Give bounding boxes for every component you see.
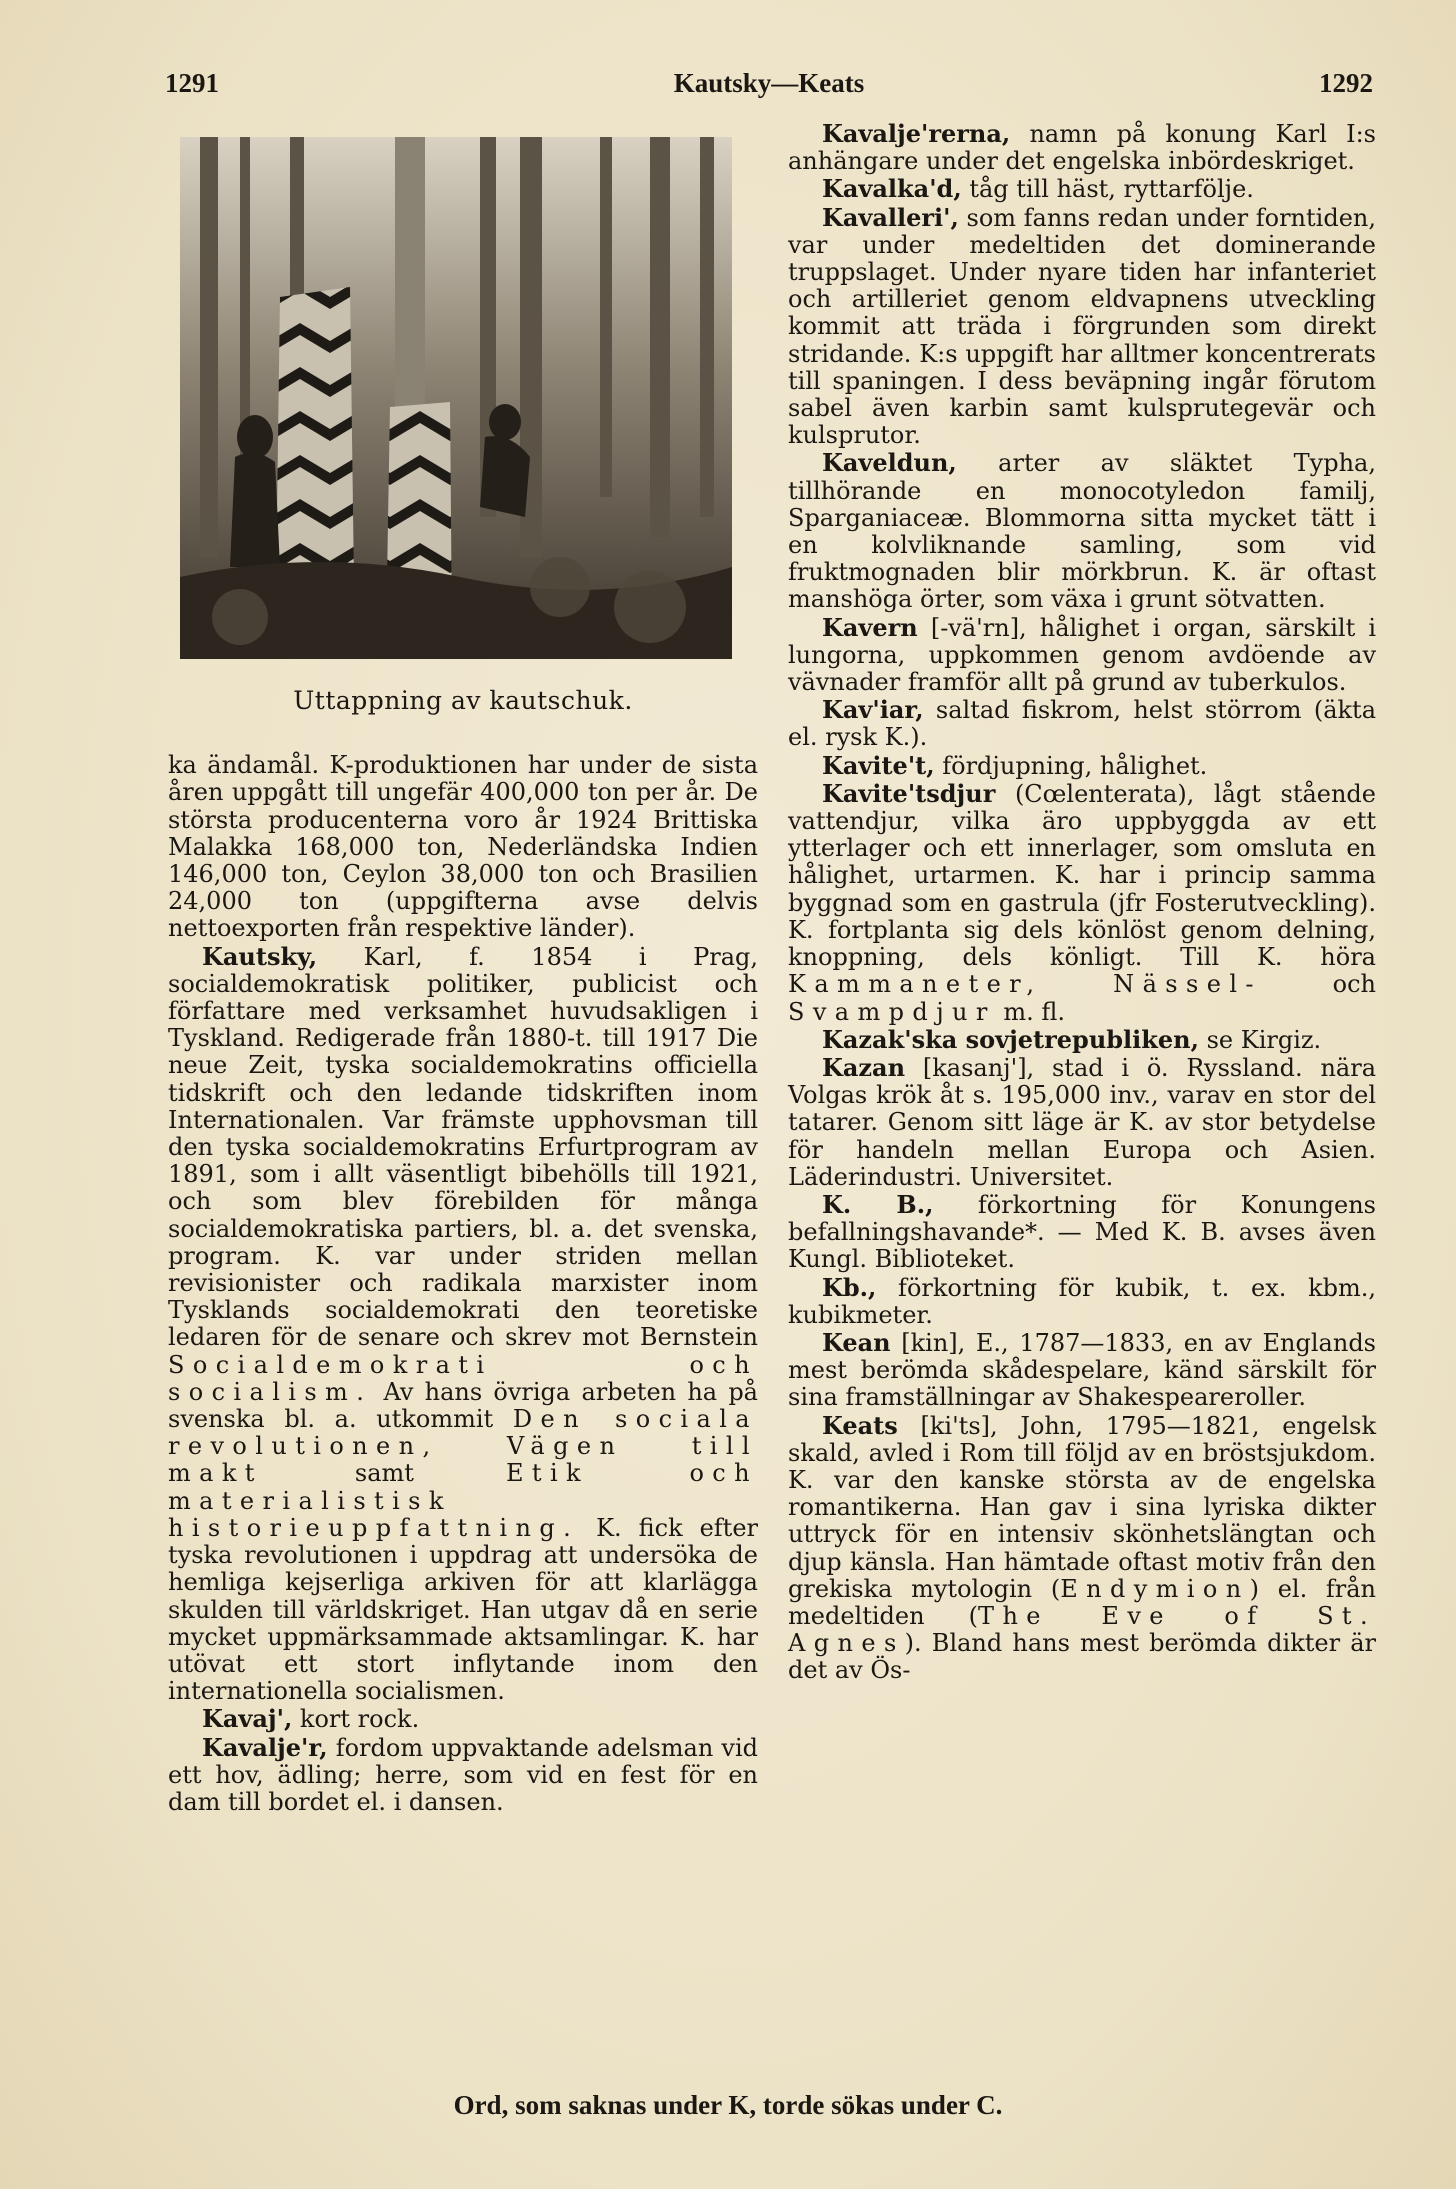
paragraph-production: ka ändamål. K-produktionen har under de sista åren uppgått till ungefär 400,000 ton per år. De största producenterna voro år 1924 Brittiska Malakka 168,000 ton, Nederländska Indien 146,000 ton, Ceylon 38,000 ton och Brasilien 24,000 ton (uppgifterna avse delvis nettoexporten från respektive länder). (168, 751, 758, 943)
entry-kavitet: Kavite't, fördjupning, hålighet. (822, 750, 1208, 780)
headword: Kavern (822, 612, 918, 642)
photo-illustration (180, 137, 732, 659)
entry-kavern: Kavern [-vä'rn], hålighet i organ, särskilt i lungorna, uppkommen genom avdöende av vävnader framför allt på grund av tuberkulos. (788, 612, 1376, 697)
headword: Kavalleri', (822, 202, 959, 232)
entry-kazakska: Kazak'ska sovjetrepubliken, se Kirgiz. (822, 1024, 1322, 1054)
headword: Kautsky, (202, 941, 318, 971)
headword: Kazan (822, 1052, 906, 1082)
entry-kavalkad: Kavalka'd, tåg till häst, ryttarfölje. (822, 174, 1254, 204)
entry-kaviar: Kav'iar, saltad fiskrom, helst störrom (äkta el. rysk K.). (788, 695, 1376, 752)
entry-kavitetsdjur: Kavite'tsdjur (Cœlenterata), lågt stående vattendjur, vilka äro uppbyggda av ett ytterlager och ett innerlager, som omsluta en hålighet, urtarmen. K. har i princip samma byggnad som en gastrula (jfr Fosterutveckling). K. fortplanta sig dels könlöst genom delning, knoppning, dels könligt. Till K. höra Kammaneter, Nässel- och Svampdjur m. fl. (788, 778, 1376, 1026)
headword: Kavalka'd, (822, 174, 962, 204)
entry-kb: K. B., förkortning för Konungens befallningshavande*. — Med K. B. avses även Kungl. Biblioteket. (788, 1189, 1376, 1274)
entry-kavaj: Kavaj', kort rock. (202, 1704, 420, 1734)
headword: Kazak'ska sovjetrepubliken, (822, 1024, 1199, 1054)
footer-note: Ord, som saknas under K, torde sökas under C. (453, 2090, 1003, 2120)
right-column (788, 120, 1376, 1685)
entry-kavalleri: Kavalleri', som fanns redan under forntiden, var under medeltiden det dominerande truppslaget. Under nyare tiden har infanteriet och artilleriet genom eldvapnens utveckling kommit att träda i förgrunden som direkt stridande. K:s uppgift har alltmer koncentrerats till spaningen. I dess beväpning ingår förutom sabel även karbin samt kulsprutegevär och kulsprutor. (788, 202, 1376, 450)
entry-keats: Keats [ki'ts], John, 1795—1821, engelsk skald, avled i Rom till följd av en bröstsjukdom. K. var den kanske största av de engelska romantikerna. Han gav i sina lyriska dikter uttryck för en intensiv skönhetslängtan och djup känsla. Han hämtade oftast motiv från den grekiska mytologin (Endymion) el. från medeltiden (The Eve of St. Agnes). Bland hans mest berömda dikter är det av Ös- (788, 1410, 1376, 1685)
headword: Kean (822, 1327, 891, 1357)
page-header (165, 68, 1373, 108)
entry-kazan: Kazan [kasanj'], stad i ö. Ryssland. nära Volgas krök åt s. 195,000 inv., varav en stor del tatarer. Genom sitt läge är K. av stor betydelse för handeln mellan Europa och Asien. Läderindustri. Universitet. (788, 1052, 1376, 1191)
entry-kavaljer: Kavalje'r, fordom uppvaktande adelsman vid ett hov, ädling; herre, som vid en fest för en dam till bordet el. i dansen. (168, 1732, 758, 1816)
figure-caption: Uttappning av kautschuk. (293, 686, 633, 715)
left-column (168, 137, 758, 1816)
headword: Kavalje'rerna, (822, 119, 1011, 148)
headword: Kavaj', (202, 1704, 293, 1734)
page-number-right: 1292 (1319, 68, 1373, 98)
headword: Kavite't, (822, 750, 935, 780)
page-number-left: 1291 (165, 68, 219, 98)
headword: Kaveldun, (822, 448, 957, 478)
headword: Kav'iar, (822, 695, 924, 725)
entry-kean: Kean [kin], E., 1787—1833, en av Englands mest berömda skådespelare, känd särskilt för sina framställningar av Shakespeareroller. (788, 1327, 1376, 1412)
headword: Kb., (822, 1272, 877, 1302)
headword: K. B., (822, 1189, 934, 1219)
headword: Kavalje'r, (202, 1732, 328, 1762)
entry-kb-kubik: Kb., förkortning för kubik, t. ex. kbm., kubikmeter. (788, 1272, 1376, 1329)
headword: Kavite'tsdjur (822, 778, 996, 808)
running-title: Kautsky—Keats (673, 68, 865, 98)
entry-kavaljererna: Kavalje'rerna, namn på konung Karl I:s anhängare under det engelska inbördeskriget. (788, 119, 1376, 176)
rubber-tapping-photo (180, 137, 732, 659)
entry-kautsky: Kautsky, Karl, f. 1854 i Prag, socialdemokratisk politiker, publicist och författare med verksamhet huvudsakligen i Tyskland. Redigerade från 1880-t. till 1917 Die neue Zeit, tyska socialdemokratins officiella tidskrift och den ledande tidskriften inom Internationalen. Var främste upphovsman till den tyska socialdemokratins Erfurtprogram av 1891, som i allt väsentligt bibehölls till 1921, och som blev förebilden för många socialdemokratiska partiers, bl. a. det svenska, program. K. var under striden mellan revisionister och radikala marxister inom Tysklands socialdemokrati den teoretiske ledaren för de senare och skrev mot Bernstein Socialdemokrati och socialism. Av hans övriga arbeten ha på svenska bl. a. utkommit Den sociala revolutionen, Vägen till makt samt Etik och materialistisk historieuppfattning. K. fick efter tyska revolutionen i uppdrag att undersöka de hemliga kejserliga arkiven för att klarlägga skulden till världskriget. Han utgav då en serie mycket uppmärksammade aktsamlingar. K. har utövat ett stort inflytande inom den internationella socialismen. (168, 941, 758, 1706)
entry-kaveldun: Kaveldun, arter av släktet Typha, tillhörande en monocotyledon familj, Sparganiaceæ. Blommorna sitta mycket tätt i en kolvliknande samling, som vid fruktmognaden blir mörkbrun. K. är oftast manshöga örter, som växa i grunt sötvatten. (788, 448, 1376, 614)
headword: Keats (822, 1410, 898, 1440)
